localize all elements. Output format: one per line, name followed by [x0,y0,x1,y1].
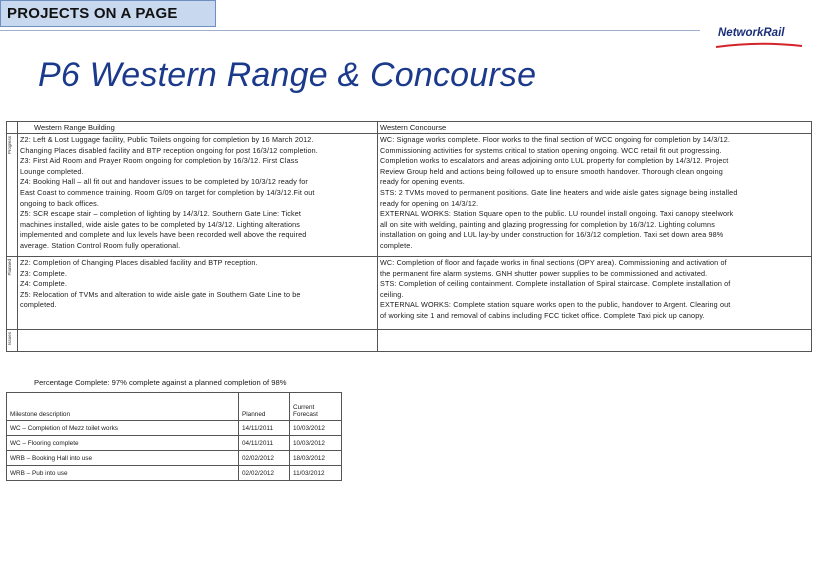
column-header-western-range: Western Range Building [34,123,115,132]
milestone-planned: 02/02/2012 [239,451,290,466]
table-row [7,436,342,451]
header-rule [0,30,700,31]
table-row [7,451,342,466]
milestone-forecast: 10/03/2012 [290,421,342,436]
network-rail-logo [714,27,804,49]
milestone-description: WC – Flooring complete [7,436,239,451]
grid-divider [17,121,18,352]
logo-wordmark: NetworkRail [718,27,785,39]
milestone-forecast: 18/03/2012 [290,451,342,466]
grid-divider [377,121,378,352]
table-row [7,466,342,481]
milestone-description: WC – Completion of Mezz toilet works [7,421,239,436]
milestone-header-row [7,393,342,421]
milestone-forecast: 10/03/2012 [290,436,342,451]
page-title: P6 Western Range & Concourse [38,56,537,94]
grid-divider [6,329,812,330]
row-label-planned-cell [6,256,17,329]
milestone-header-forecast: Current Forecast [290,393,342,421]
milestone-header-description: Milestone description [7,393,239,421]
milestone-header-planned: Planned [239,393,290,421]
row-label-progress-cell [6,133,17,256]
milestone-planned: 02/02/2012 [239,466,290,481]
milestone-description: WRB – Booking Hall into use [7,451,239,466]
planned-western-concourse-text: WC: Completion of floor and façade works in final sections (OPY area). Commissioning and activation of the permanent fire alarm systems. GNH shutter power supplies to be commissioned and activated. STS: Completion of ceiling containment. Complete installation of Spiral staircase. Complete installation of ceiling. EXTERNAL WORKS: Complete station square works open to the public, handover to Argent. Clearing out of working site 1 and removal of cabins including FCC ticket office. Complete Taxi pick up canopy. [380,258,731,320]
column-header-western-concourse: Western Concourse [380,123,447,132]
table-row [7,421,342,436]
header-badge [0,0,216,27]
percentage-complete: Percentage Complete: 97% complete against a planned completion of 98% [34,378,287,387]
row-label-issues-cell [6,329,17,352]
header-badge-label: PROJECTS ON A PAGE [7,5,178,22]
grid-divider [6,133,812,134]
progress-western-range-text: Z2: Left & Lost Luggage facility, Public Toilets ongoing for completion by 16 March 2012. Changing Places disabled facility and BTP reception ongoing for post 16/3/12 completion. Z3: First Aid Room and Prayer Room ongoing for completion by 16/3/12. First Class Lounge completed. Z4: Booking Hall – all fit out and handover issues to be completed by 10/3/12 ready for East Coast to commence training. Room G/09 on target for completion by 14/3/12.Fit out ongoing to back offices. Z5: SCR escape stair – completion of lighting by 14/3/12. Southern Gate Line: Ticket machines installed, wide aisle gates to be completed by 14/3/12. Lighting alterations implemented and complete and lux levels have been recorded well above the required average. Station Control Room fully operational. [20,135,318,250]
milestone-planned: 04/11/2011 [239,436,290,451]
milestone-planned: 14/11/2011 [239,421,290,436]
milestone-description: WRB – Pub into use [7,466,239,481]
milestone-table [6,392,342,481]
progress-western-concourse-text: WC: Signage works complete. Floor works to the final section of WCC ongoing for completion by 14/3/12. Commissioning activities for systems critical to station opening ongoing. WCC retail fit out progressing. Completion works to escalators and areas adjoining onto LUL property for completion by 14/3/12. Project Review Group held and actions being followed up to ensure smooth handover. Thorough clean ongoing ready for opening events. STS: 2 TVMs moved to permanent positions. Gate line heaters and wide aisle gates signage being installed ready for opening on 14/3/12. EXTERNAL WORKS: Station Square open to the public. LU roundel install ongoing. Taxi canopy steelwork all on site with welding, painting and glazing progressing for completion by 16/3/12. Lighting columns installation on going and LUL lay-by under construction for 16/3/12 completion. Taxi set down area 98% complete. [380,135,738,250]
row-label-planned: Planned [7,259,12,276]
planned-western-range-text: Z2: Completion of Changing Places disabled facility and BTP reception. Z3: Complete. Z4: Complete. Z5: Relocation of TVMs and alteration to wide aisle gate in Southern Gate Line to be completed. [20,258,301,310]
row-label-progress: Progress [7,136,12,155]
logo-swoosh-icon [714,41,804,49]
grid-divider [6,256,812,257]
milestone-forecast: 11/03/2012 [290,466,342,481]
row-label-issues: Issues [7,332,12,346]
